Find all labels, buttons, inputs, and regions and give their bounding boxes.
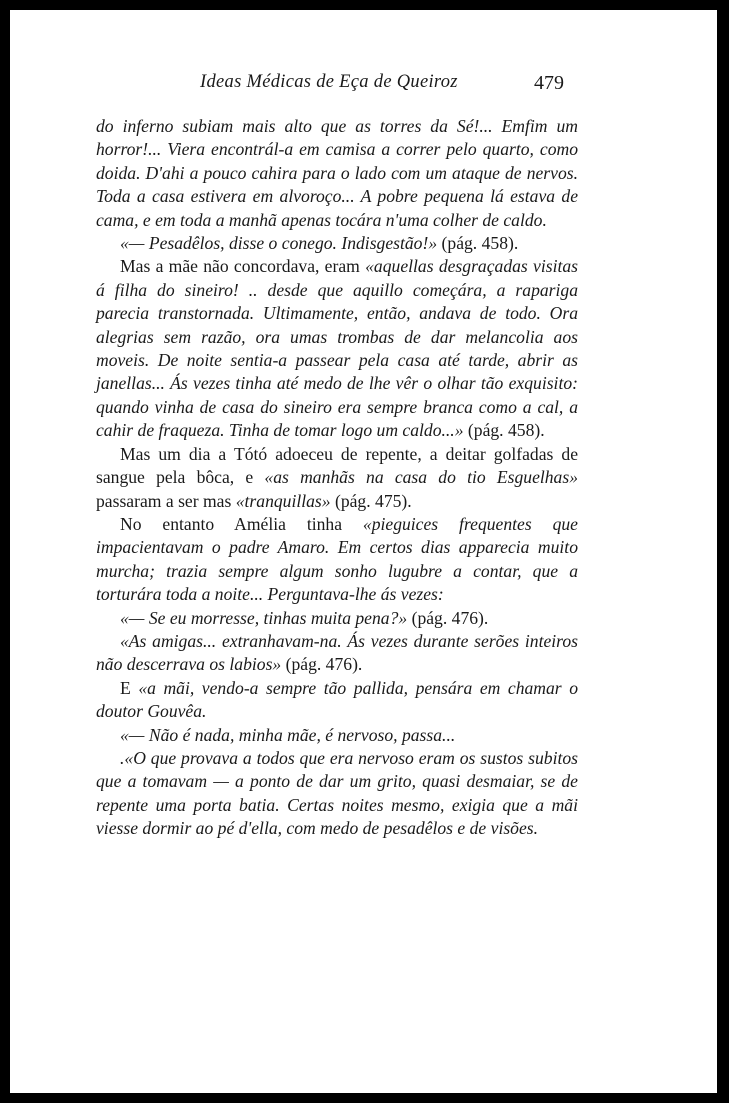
paragraph-text: Mas a mãe não concordava, eram [120, 256, 366, 277]
paragraph [96, 443, 578, 513]
paragraph-text: No entanto Amélia tinha [120, 513, 363, 534]
quoted-text: «a mãi, vendo-a sempre tão pallida, pensára em chamar o doutor Gouvêa. [96, 677, 578, 722]
paragraph-text: (pág. 458). [437, 233, 519, 254]
quoted-text: «as manhãs na casa do tio Esguelhas» [264, 467, 578, 488]
quoted-text: «pieguices frequentes que impacientavam o padre Amaro. Em certos dias apparecia muito murcha; trazia sempre algum sonho lugubre a contar, que a torturára toda a noite... Perguntava-lhe ás vezes: [96, 513, 578, 605]
paragraph-text: Mas um dia a Tótó adoeceu de repente, a deitar golfadas de sangue pela bôca, e [96, 443, 578, 488]
paragraph-text: (pág. 476). [407, 607, 489, 628]
quoted-text: «— Não é nada, minha mãe, é nervoso, passa... [120, 724, 456, 745]
paragraph [96, 607, 578, 630]
paragraph-text: E [120, 677, 139, 698]
quoted-text: .«O que provava a todos que era nervoso eram os sustos subitos que a tomavam — a ponto de dar um grito, quasi desmaiar, se de repente uma porta batia. Certas noites mesmo, exigia que a mãi viesse dormir ao pé d'ella, com medo de pesadêlos e de visões. [96, 747, 578, 839]
paragraph [96, 513, 578, 607]
paragraph [96, 677, 578, 724]
running-title: Ideas Médicas de Eça de Queiroz [200, 72, 458, 92]
page-header [10, 72, 717, 102]
paragraph-text: passaram a ser mas [96, 490, 236, 511]
quoted-text: «aquellas desgraçadas visitas á filha do sineiro! .. desde que aquillo começára, a rapariga parecia transtornada. Ultimamente, então, andava de todo. Ora alegrias sem razão, ora umas trombas de dar melancolia aos moveis. De noite sentia-a passear pela casa até tarde, abrir as janellas... Ás vezes tinha até medo de lhe vêr o olhar tão exquisito: quando vinha de casa do sineiro era sempre branca como a cal, a cahir de fraqueza. Tinha de tomar logo um caldo...» [96, 256, 578, 441]
paragraph [96, 115, 578, 232]
quoted-text: «— Pesadêlos, disse o conego. Indisgestão!» [120, 233, 438, 254]
page-number: 479 [534, 72, 564, 94]
paragraph [96, 232, 578, 255]
paragraph [96, 255, 578, 442]
body-text [96, 115, 578, 841]
paragraph [96, 724, 578, 747]
paragraph [96, 630, 578, 677]
paragraph-text: (pág. 458). [463, 420, 545, 441]
quoted-text: «As amigas... extranhavam-na. Ás vezes durante serões inteiros não descerrava os labios» [96, 630, 578, 675]
quoted-text: do inferno subiam mais alto que as torres da Sé!... Emfim um horror!... Viera encontrál-a em camisa a correr pelo quarto, como doida. D'ahi a pouco cahira para o lado com um ataque de nervos. Toda a casa estivera em alvoroço... A pobre pequena lá estava de cama, e em toda a manhã apenas tocára n'uma colher de caldo. [96, 116, 578, 230]
paragraph-text: (pág. 476). [281, 654, 363, 675]
quoted-text: «tranquillas» [235, 490, 331, 511]
quoted-text: «— Se eu morresse, tinhas muita pena?» [120, 607, 408, 628]
book-page [10, 10, 717, 1093]
paragraph [96, 747, 578, 841]
paragraph-text: (pág. 475). [330, 490, 412, 511]
